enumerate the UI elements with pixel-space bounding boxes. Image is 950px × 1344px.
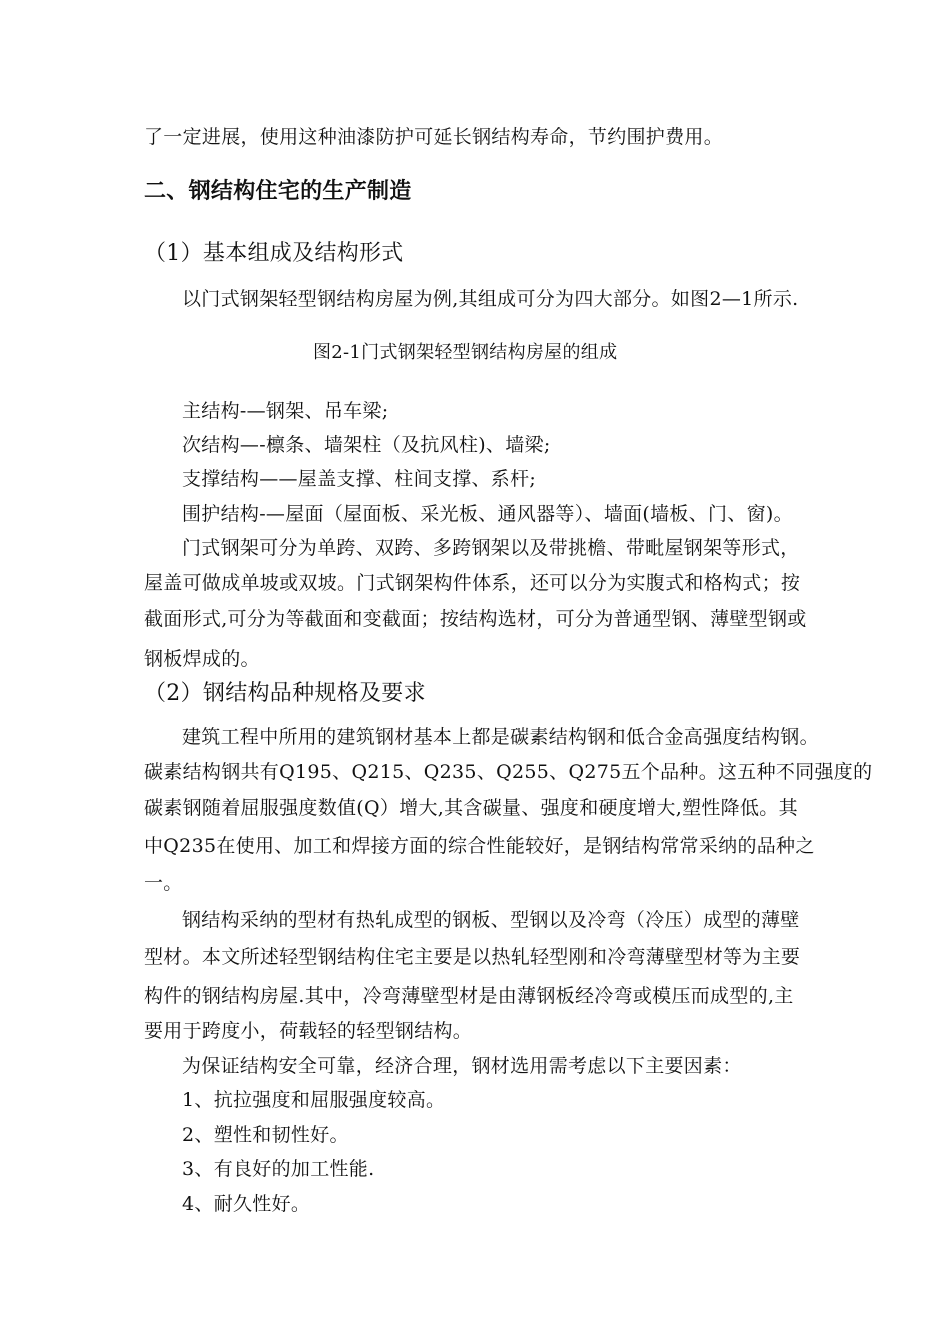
list-item: 3、有良好的加工性能. [182, 1158, 375, 1180]
paragraph-line: 建筑工程中所用的建筑钢材基本上都是碳素结构钢和低合金高强度结构钢。 [182, 726, 819, 748]
paragraph-line: 钢板焊成的。 [144, 648, 260, 670]
list-item: 1、抗拉强度和屈服强度较高。 [182, 1089, 446, 1111]
paragraph-line: 中Q235在使用、加工和焊接方面的综合性能较好，是钢结构常常采纳的品种之 [144, 835, 815, 857]
paragraph-line: 钢结构采纳的型材有热轧成型的钢板、型钢以及冷弯（冷压）成型的薄壁 [182, 909, 800, 931]
paragraph-line: 型材。本文所述轻型钢结构住宅主要是以热轧轻型刚和冷弯薄壁型材等为主要 [144, 946, 801, 968]
paragraph-line: 构件的钢结构房屋.其中，冷弯薄壁型材是由薄钢板经冷弯或模压而成型的,主 [144, 985, 794, 1007]
paragraph-line: 屋盖可做成单坡或双坡。门式钢架构件体系，还可以分为实腹式和格构式；按 [144, 572, 801, 594]
list-item: 4、耐久性好。 [182, 1193, 311, 1215]
list-item: 支撑结构——屋盖支撑、柱间支撑、系杆; [182, 468, 537, 490]
figure-caption: 图2-1门式钢架轻型钢结构房屋的组成 [313, 342, 618, 363]
paragraph-line: 门式钢架可分为单跨、双跨、多跨钢架以及带挑檐、带毗屋钢架等形式， [182, 537, 800, 559]
section-heading: 二、钢结构住宅的生产制造 [144, 179, 412, 204]
list-item: 围护结构-—屋面（屋面板、采光板、通风器等）、墙面(墙板、门、窗)。 [182, 503, 793, 525]
subsection-heading: （1）基本组成及结构形式 [144, 241, 404, 266]
paragraph-line: 为保证结构安全可靠，经济合理，钢材选用需考虑以下主要因素： [182, 1055, 742, 1077]
subsection-heading: （2）钢结构品种规格及要求 [144, 681, 426, 706]
paragraph-line: 一。 [144, 872, 183, 894]
list-item: 次结构—-檩条、墙架柱（及抗风柱)、墙梁; [182, 434, 551, 456]
paragraph-line: 碳素结构钢共有Q195、Q215、Q235、Q255、Q275五个品种。这五种不同强度的 [144, 761, 873, 783]
list-item: 主结构-—钢架、吊车梁; [182, 400, 389, 422]
paragraph-line: 截面形式,可分为等截面和变截面；按结构选材，可分为普通型钢、薄壁型钢或 [144, 608, 807, 630]
paragraph-line: 了一定进展，使用这种油漆防护可延长钢结构寿命，节约围护费用。 [144, 126, 724, 148]
list-item: 2、塑性和韧性好。 [182, 1124, 349, 1146]
paragraph-line: 以门式钢架轻型钢结构房屋为例,其组成可分为四大部分。如图2—1所示. [182, 288, 799, 310]
paragraph-line: 要用于跨度小，荷载轻的轻型钢结构。 [144, 1020, 473, 1042]
paragraph-line: 碳素钢随着屈服强度数值(Q）增大,其含碳量、强度和硬度增大,塑性降低。其 [144, 797, 798, 819]
